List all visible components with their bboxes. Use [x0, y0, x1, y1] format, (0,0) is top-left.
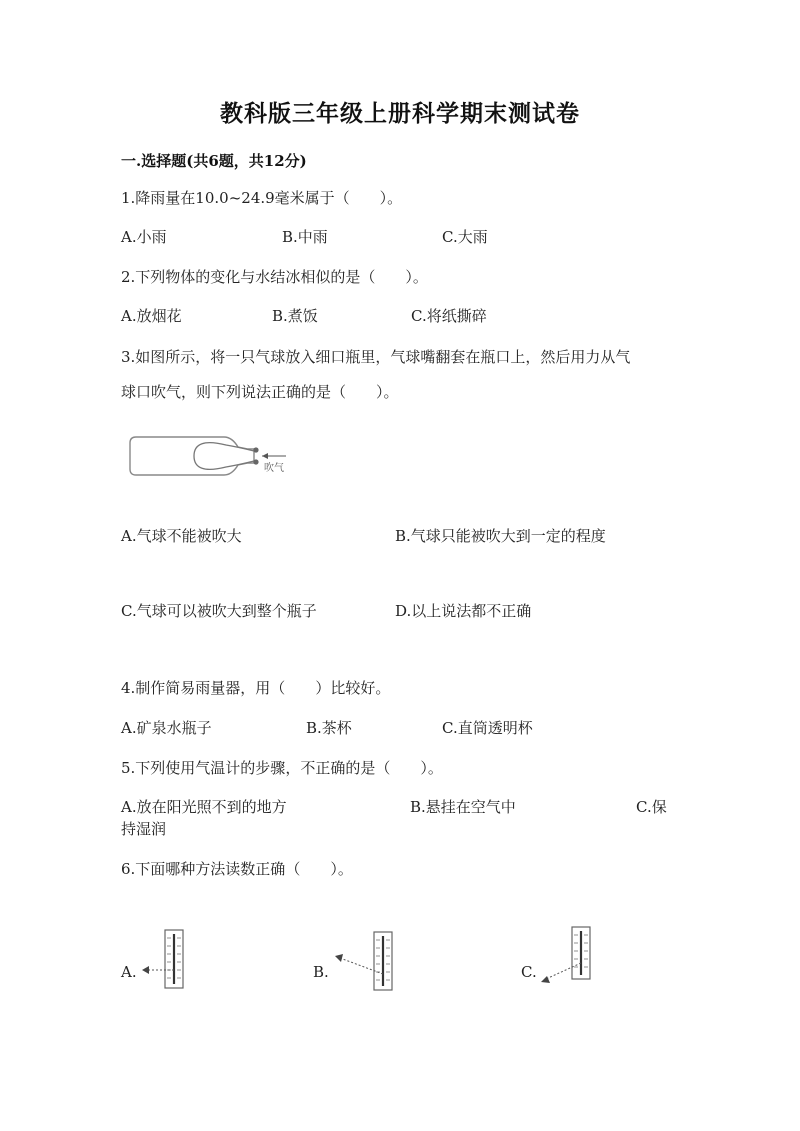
- question-4-stem: 4.制作简易雨量器，用（ ）比较好。: [121, 679, 391, 697]
- question-3-option-c[interactable]: C.气球可以被吹大到整个瓶子: [121, 602, 317, 620]
- question-1-stem: 1.降雨量在10.0~24.9毫米属于（ ）。: [121, 189, 403, 207]
- question-2-option-b[interactable]: B.煮饭: [272, 307, 318, 325]
- balloon-outline-icon: [194, 443, 254, 470]
- thermometer-reading-c-figure: [538, 925, 608, 989]
- question-1-option-b[interactable]: B.中雨: [282, 228, 328, 246]
- eye-a-icon: [142, 966, 149, 974]
- eye-b-icon: [335, 954, 343, 962]
- question-5-stem: 5.下列使用气温计的步骤，不正确的是（ ）。: [121, 759, 443, 777]
- question-1-option-c[interactable]: C.大雨: [442, 228, 488, 246]
- question-3-option-a[interactable]: A.气球不能被吹大: [121, 527, 242, 545]
- question-6-option-c[interactable]: C.: [521, 963, 537, 981]
- question-5-option-b[interactable]: B.悬挂在空气中: [410, 798, 516, 816]
- question-3-stem-line-2: 球口吹气，则下列说法正确的是（ ）。: [121, 383, 399, 401]
- question-4-option-b[interactable]: B.茶杯: [306, 719, 352, 737]
- eye-c-icon: [541, 976, 550, 983]
- figure-label-blow: 吹气: [264, 463, 284, 474]
- question-4-option-c[interactable]: C.直筒透明杯: [442, 719, 533, 737]
- question-3-option-d[interactable]: D.以上说法都不正确: [395, 602, 532, 620]
- question-5-option-c-continued: 持湿润: [121, 820, 167, 838]
- sight-line-b-icon: [340, 958, 383, 974]
- question-2-option-a[interactable]: A.放烟花: [121, 307, 182, 325]
- question-5-option-a[interactable]: A.放在阳光照不到的地方: [121, 798, 287, 816]
- question-6-option-a[interactable]: A.: [121, 963, 137, 981]
- question-3-stem-line-1: 3.如图所示，将一只气球放入细口瓶里，气球嘴翻套在瓶口上，然后用力从气: [121, 348, 631, 366]
- balloon-mouth-bottom-icon: [253, 459, 258, 464]
- question-2-option-c[interactable]: C.将纸撕碎: [411, 307, 487, 325]
- question-6-stem: 6.下面哪种方法读数正确（ ）。: [121, 860, 353, 878]
- sight-line-c-icon: [546, 963, 581, 979]
- page-title: 教科版三年级上册科学期末测试卷: [220, 100, 580, 127]
- question-5-option-c[interactable]: C.保: [636, 798, 667, 816]
- question-6-option-b[interactable]: B.: [313, 963, 329, 981]
- bottle-outline-icon: [130, 437, 254, 475]
- balloon-mouth-top-icon: [253, 447, 258, 452]
- bottle-balloon-figure: [128, 433, 298, 483]
- question-1-option-a[interactable]: A.小雨: [121, 228, 167, 246]
- thermometer-reading-a-figure: [140, 928, 190, 992]
- thermometer-reading-b-figure: [332, 930, 402, 994]
- question-4-option-a[interactable]: A.矿泉水瓶子: [121, 719, 212, 737]
- section-heading: 一.选择题(共6题，共12分): [121, 152, 307, 170]
- question-3-option-b[interactable]: B.气球只能被吹大到一定的程度: [395, 527, 606, 545]
- question-2-stem: 2.下列物体的变化与水结冰相似的是（ ）。: [121, 268, 428, 286]
